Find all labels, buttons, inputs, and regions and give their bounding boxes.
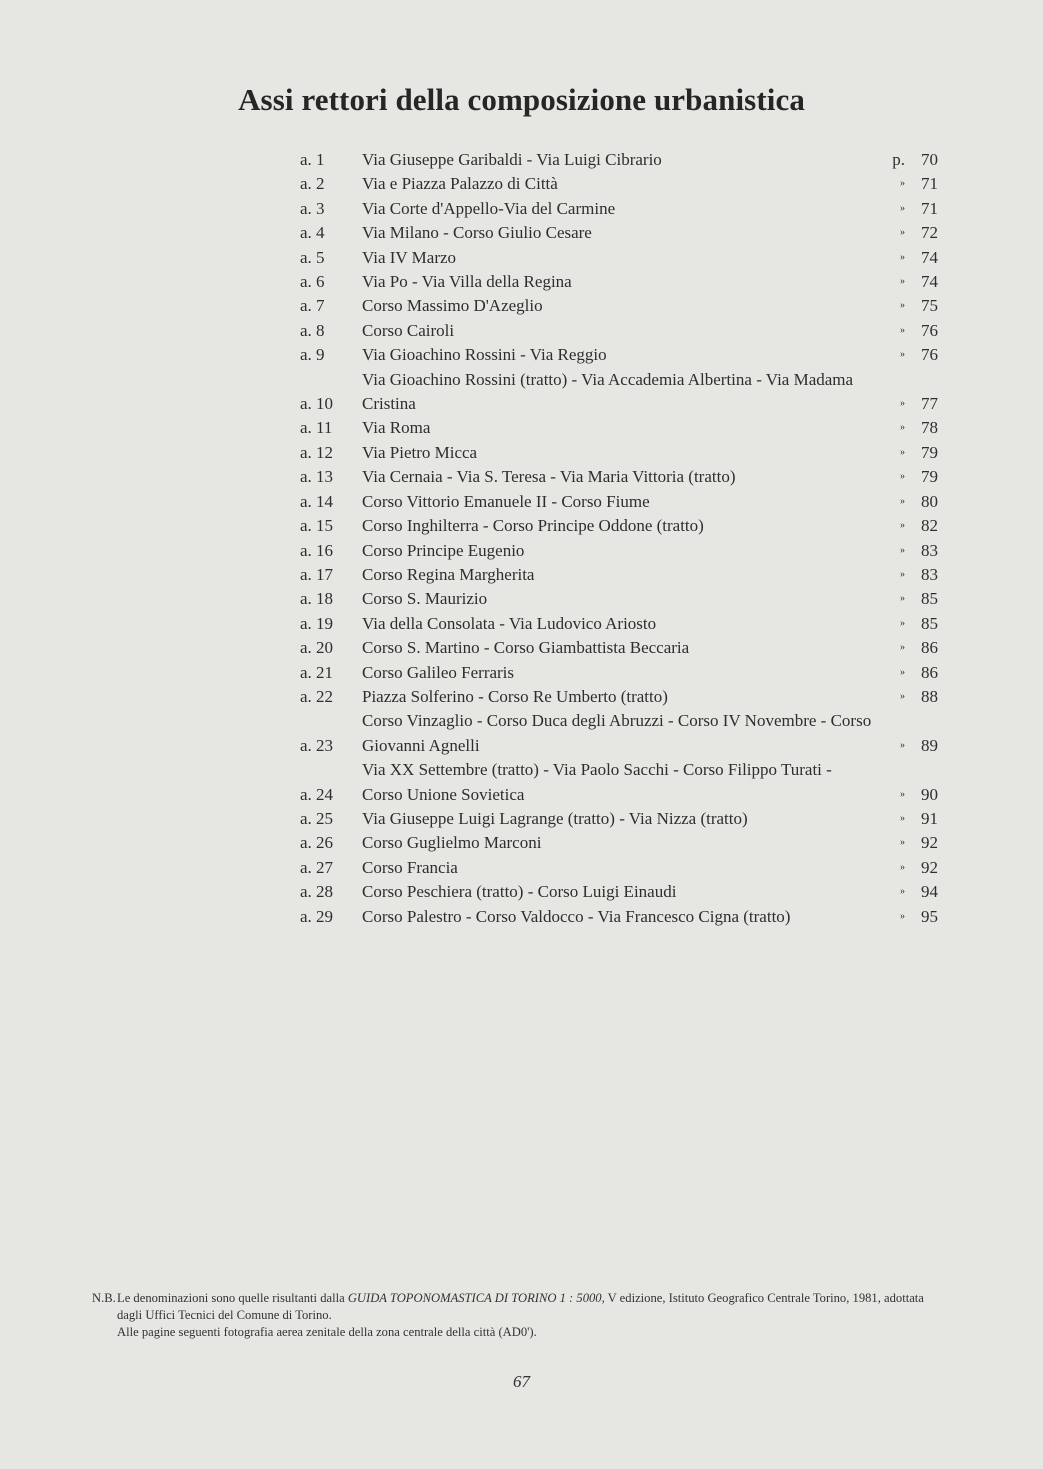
entry-page: 86 xyxy=(921,638,938,658)
toc-entry xyxy=(300,685,940,709)
entry-title: Via Giuseppe Garibaldi - Via Luigi Cibrario xyxy=(362,150,662,169)
entry-page: 74 xyxy=(921,247,938,267)
entry-page-prefix: p. xyxy=(892,150,905,169)
entry-page: 79 xyxy=(921,467,938,487)
entry-page: 71 xyxy=(921,198,938,218)
entry-page: 86 xyxy=(921,662,938,682)
entry-number: a. 29 xyxy=(300,906,334,926)
toc-entry xyxy=(300,416,940,440)
page-number: 67 xyxy=(513,1372,530,1391)
entry-page-prefix: » xyxy=(900,178,905,190)
entry-number: a. 22 xyxy=(300,686,334,706)
entry-title: Corso S. Maurizio xyxy=(362,589,488,609)
entry-number: a. 5 xyxy=(300,247,325,267)
entry-page-prefix: » xyxy=(900,837,905,849)
entry-title: Via della Consolata - Via Ludovico Ariosto xyxy=(362,613,657,633)
entry-page: 71 xyxy=(921,174,938,194)
footnote xyxy=(92,1290,952,1341)
entry-title: Corso Vinzaglio - Corso Duca degli Abruzzi - Corso IV Novembre - Corso Giovanni Agnelli xyxy=(362,711,872,755)
entry-page: 76 xyxy=(921,320,938,340)
entry-number: a. 9 xyxy=(300,345,325,365)
toc-entry xyxy=(300,221,940,245)
entry-page: 91 xyxy=(921,808,938,828)
entry-page-prefix: » xyxy=(900,446,905,458)
entry-page: 95 xyxy=(921,906,938,926)
footnote-line-1 xyxy=(117,1290,952,1324)
toc-entry xyxy=(300,563,940,587)
entry-page: 74 xyxy=(921,272,938,292)
entry-title: Corso Galileo Ferraris xyxy=(362,662,515,682)
toc-entry xyxy=(300,880,940,904)
entry-page-prefix: » xyxy=(900,642,905,654)
entry-title: Via Gioachino Rossini (tratto) - Via Accademia Albertina - Via Madama Cristina xyxy=(362,369,854,414)
toc-entry xyxy=(300,612,940,636)
entry-number: a. 18 xyxy=(300,589,334,609)
entry-page-prefix: » xyxy=(900,593,905,605)
entry-number: a. 27 xyxy=(300,857,334,877)
entry-page: 75 xyxy=(921,296,938,316)
entry-page-prefix: » xyxy=(900,495,905,507)
entry-page-prefix: » xyxy=(900,227,905,239)
entry-page-prefix: » xyxy=(900,617,905,629)
entry-page: 72 xyxy=(921,223,938,243)
entry-page-prefix: » xyxy=(900,398,905,410)
entry-title: Via Milano - Corso Giulio Cesare xyxy=(362,223,592,243)
entry-page: 80 xyxy=(921,491,938,511)
entry-number: a. 10 xyxy=(300,394,334,414)
entry-page-prefix: » xyxy=(900,422,905,434)
footnote-italic-title: GUIDA TOPONOMASTICA DI TORINO 1 : 5000 xyxy=(347,1291,602,1305)
entry-title: Corso Cairoli xyxy=(362,320,455,340)
entry-page: 94 xyxy=(921,882,938,902)
entry-page: 83 xyxy=(921,564,938,584)
entry-title: Via XX Settembre (tratto) - Via Paolo Sacchi - Corso Filippo Turati - Corso Unione Sovietica xyxy=(362,760,832,804)
entry-page-prefix: » xyxy=(900,300,905,312)
toc-entry xyxy=(300,587,940,611)
entry-page-prefix: » xyxy=(900,666,905,678)
entry-page-prefix: » xyxy=(900,520,905,532)
entry-number: a. 1 xyxy=(300,150,325,169)
entry-number: a. 8 xyxy=(300,320,325,340)
entry-page: 78 xyxy=(921,418,938,438)
entry-number: a. 19 xyxy=(300,613,334,633)
entry-title: Corso Inghilterra - Corso Principe Oddone (tratto) xyxy=(362,516,704,536)
entry-title: Via Corte d'Appello-Via del Carmine xyxy=(362,198,616,218)
entry-number: a. 16 xyxy=(300,540,334,560)
entry-page-prefix: » xyxy=(900,568,905,580)
toc-entry xyxy=(300,490,940,514)
toc-entry xyxy=(300,856,940,880)
toc-entry xyxy=(300,197,940,221)
toc-entry xyxy=(300,172,940,196)
page-title: Assi rettori della composizione urbanistica xyxy=(238,82,805,117)
entry-page: 88 xyxy=(921,686,938,706)
footnote-text-pre: Le denominazioni sono quelle risultanti dalla xyxy=(117,1291,348,1305)
entry-page-prefix: » xyxy=(900,812,905,824)
entry-number: a. 3 xyxy=(300,198,325,218)
entry-title: Corso Peschiera (tratto) - Corso Luigi Einaudi xyxy=(362,882,677,902)
entry-number: a. 11 xyxy=(300,418,333,438)
entry-page-prefix: » xyxy=(900,349,905,361)
entry-number: a. 4 xyxy=(300,223,325,243)
entry-title: Corso S. Martino - Corso Giambattista Beccaria xyxy=(362,638,690,658)
entry-title: Corso Regina Margherita xyxy=(362,564,535,584)
entry-number: a. 14 xyxy=(300,491,334,511)
entry-title: Via Cernaia - Via S. Teresa - Via Maria Vittoria (tratto) xyxy=(362,467,736,487)
entry-number: a. 25 xyxy=(300,808,334,828)
toc-entry xyxy=(300,148,940,172)
entry-title: Corso Massimo D'Azeglio xyxy=(362,296,543,316)
entry-page: 85 xyxy=(921,589,938,609)
entry-page-prefix: » xyxy=(900,471,905,483)
toc-entry xyxy=(300,831,940,855)
toc-entry xyxy=(300,636,940,660)
toc-entry xyxy=(300,709,940,758)
entry-number: a. 2 xyxy=(300,174,325,194)
entry-title: Via IV Marzo xyxy=(362,247,457,267)
entry-page-prefix: » xyxy=(900,324,905,336)
footnote-text-post: , V edizione, Istituto Geografico Centrale Torino, 1981, adottata dagli Uffici Tecnici del Comune di Torino. xyxy=(117,1291,924,1322)
toc-entry xyxy=(300,807,940,831)
entry-title: Corso Francia xyxy=(362,857,458,877)
entry-number: a. 12 xyxy=(300,442,334,462)
entry-page-prefix: » xyxy=(900,544,905,556)
entry-page: 92 xyxy=(921,833,938,853)
entry-number: a. 26 xyxy=(300,833,334,853)
entry-page: 89 xyxy=(921,735,938,755)
entry-number: a. 24 xyxy=(300,784,334,804)
toc-entry xyxy=(300,758,940,807)
entry-page-prefix: » xyxy=(900,886,905,898)
entry-page: 76 xyxy=(921,345,938,365)
entry-page: 92 xyxy=(921,857,938,877)
entry-page-prefix: » xyxy=(900,690,905,702)
toc-entry xyxy=(300,270,940,294)
entry-title: Via e Piazza Palazzo di Città xyxy=(362,174,558,194)
entry-title: Via Roma xyxy=(362,418,431,438)
toc-entry xyxy=(300,441,940,465)
entry-number: a. 21 xyxy=(300,662,334,682)
toc-entry xyxy=(300,514,940,538)
entry-number: a. 15 xyxy=(300,516,334,536)
entry-number: a. 13 xyxy=(300,467,334,487)
entry-title: Via Giuseppe Luigi Lagrange (tratto) - Via Nizza (tratto) xyxy=(362,808,748,828)
entry-page: 83 xyxy=(921,540,938,560)
entry-page-prefix: » xyxy=(900,861,905,873)
toc-entry xyxy=(300,343,940,367)
entry-page: 85 xyxy=(921,613,938,633)
table-of-contents xyxy=(300,148,940,929)
toc-entry xyxy=(300,246,940,270)
entry-title: Corso Guglielmo Marconi xyxy=(362,833,542,853)
toc-entry xyxy=(300,539,940,563)
entry-page-prefix: » xyxy=(900,788,905,800)
entry-title: Via Pietro Micca xyxy=(362,442,478,462)
entry-page: 90 xyxy=(921,784,938,804)
entry-page: 77 xyxy=(921,394,938,414)
entry-title: Via Po - Via Villa della Regina xyxy=(362,272,572,292)
entry-title: Via Gioachino Rossini - Via Reggio xyxy=(362,345,607,365)
entry-number: a. 20 xyxy=(300,638,334,658)
entry-title: Corso Palestro - Corso Valdocco - Via Francesco Cigna (tratto) xyxy=(362,906,791,926)
entry-number: a. 17 xyxy=(300,564,334,584)
footnote-text xyxy=(117,1290,952,1341)
toc-entry xyxy=(300,905,940,929)
entry-page-prefix: » xyxy=(900,276,905,288)
toc-entry xyxy=(300,294,940,318)
entry-title: Corso Principe Eugenio xyxy=(362,540,525,560)
toc-entry xyxy=(300,661,940,685)
entry-title: Corso Vittorio Emanuele II - Corso Fiume xyxy=(362,491,650,511)
entry-page-prefix: » xyxy=(900,739,905,751)
entry-title: Piazza Solferino - Corso Re Umberto (tratto) xyxy=(362,686,668,706)
toc-entry xyxy=(300,368,940,417)
entry-page: 82 xyxy=(921,516,938,536)
entry-page-prefix: » xyxy=(900,251,905,263)
entry-page: 79 xyxy=(921,442,938,462)
footnote-line-2: Alle pagine seguenti fotografia aerea zenitale della zona centrale della città (AD0'). xyxy=(117,1325,537,1339)
entry-number: a. 6 xyxy=(300,272,325,292)
entry-number: a. 7 xyxy=(300,296,325,316)
footnote-label: N.B. xyxy=(92,1291,116,1305)
entry-page-prefix: » xyxy=(900,910,905,922)
toc-entry xyxy=(300,319,940,343)
entry-page: 70 xyxy=(921,150,938,169)
entry-page-prefix: » xyxy=(900,202,905,214)
entry-number: a. 28 xyxy=(300,882,334,902)
entry-number: a. 23 xyxy=(300,735,334,755)
toc-entry xyxy=(300,465,940,489)
